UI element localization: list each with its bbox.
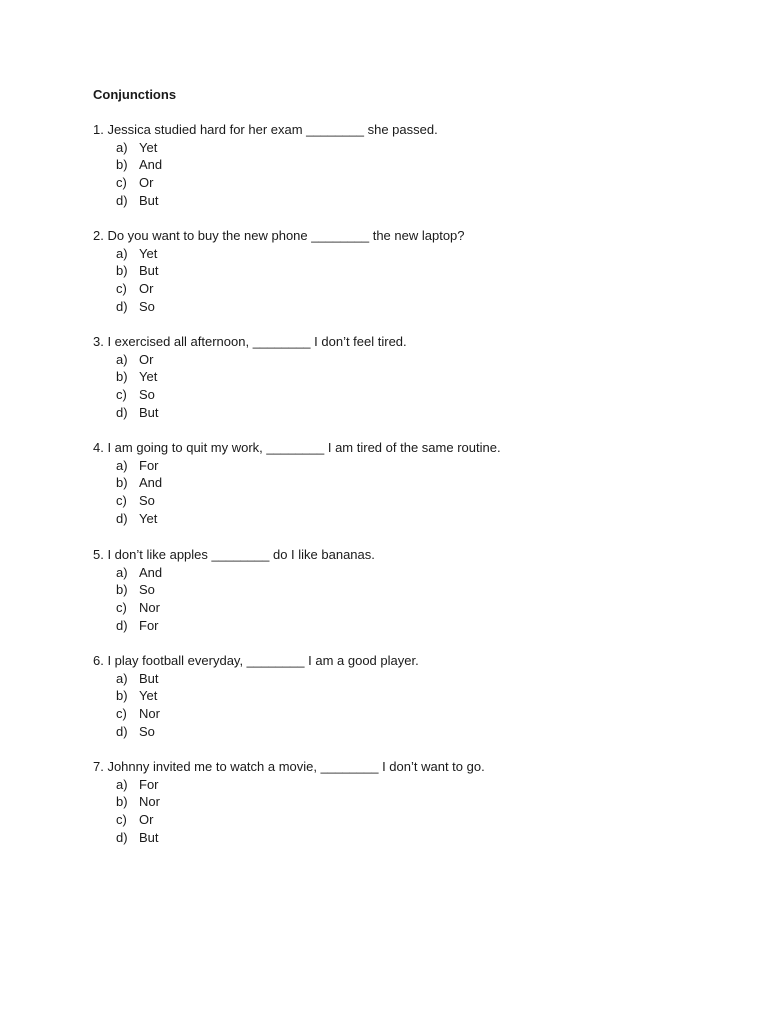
option-c[interactable]: [93, 811, 713, 829]
question-text: 4. I am going to quit my work, ________ I am tired of the same routine.: [93, 440, 501, 455]
option-text: Yet: [139, 245, 158, 261]
option-letter: c): [116, 493, 127, 509]
question-7: [93, 758, 713, 846]
option-a[interactable]: [93, 351, 713, 369]
option-b[interactable]: [93, 793, 713, 811]
option-text: Yet: [139, 369, 158, 385]
option-text: Or: [139, 175, 154, 191]
option-text: And: [139, 157, 163, 173]
option-list: [93, 564, 713, 635]
option-text: Or: [139, 351, 154, 367]
option-c[interactable]: [93, 386, 713, 404]
option-letter: b): [116, 688, 128, 704]
option-c[interactable]: [93, 280, 713, 298]
option-text: For: [139, 776, 159, 792]
option-letter: c): [116, 706, 127, 722]
option-d[interactable]: [93, 510, 713, 528]
option-letter: d): [116, 404, 128, 420]
option-list: [93, 351, 713, 422]
option-a[interactable]: [93, 457, 713, 475]
option-list: [93, 457, 713, 528]
option-text: Yet: [139, 139, 158, 155]
option-list: [93, 670, 713, 741]
option-text: But: [139, 829, 159, 845]
option-text: Nor: [139, 794, 160, 810]
question-text: 2. Do you want to buy the new phone ________ the new laptop?: [93, 228, 465, 243]
option-a[interactable]: [93, 139, 713, 157]
option-a[interactable]: [93, 245, 713, 263]
option-letter: d): [116, 617, 128, 633]
option-d[interactable]: [93, 404, 713, 422]
question-text: 5. I don’t like apples ________ do I like bananas.: [93, 547, 375, 562]
option-letter: b): [116, 582, 128, 598]
page-title: Conjunctions: [93, 87, 177, 102]
option-text: And: [139, 564, 163, 580]
option-b[interactable]: [93, 368, 713, 386]
option-d[interactable]: [93, 617, 713, 635]
option-letter: d): [116, 298, 128, 314]
option-letter: d): [116, 510, 128, 526]
option-d[interactable]: [93, 829, 713, 847]
option-text: Or: [139, 812, 154, 828]
option-text: So: [139, 582, 155, 598]
option-text: For: [139, 457, 159, 473]
option-text: Nor: [139, 706, 160, 722]
option-letter: d): [116, 723, 128, 739]
option-text: Yet: [139, 510, 158, 526]
option-b[interactable]: [93, 474, 713, 492]
option-letter: c): [116, 600, 127, 616]
option-list: [93, 245, 713, 316]
option-b[interactable]: [93, 687, 713, 705]
option-a[interactable]: [93, 670, 713, 688]
question-5: [93, 546, 713, 634]
option-text: But: [139, 192, 159, 208]
option-d[interactable]: [93, 192, 713, 210]
option-text: Yet: [139, 688, 158, 704]
question-3: [93, 333, 713, 421]
question-4: [93, 439, 713, 527]
question-text: 7. Johnny invited me to watch a movie, ________ I don’t want to go.: [93, 759, 485, 774]
option-letter: a): [116, 245, 128, 261]
question-1: [93, 121, 713, 209]
option-letter: c): [116, 812, 127, 828]
option-text: And: [139, 475, 163, 491]
question-text: 6. I play football everyday, ________ I am a good player.: [93, 653, 419, 668]
option-d[interactable]: [93, 298, 713, 316]
option-text: But: [139, 263, 159, 279]
option-letter: a): [116, 776, 128, 792]
option-letter: b): [116, 475, 128, 491]
option-letter: c): [116, 281, 127, 297]
option-text: So: [139, 387, 155, 403]
option-letter: a): [116, 351, 128, 367]
option-text: So: [139, 493, 155, 509]
option-c[interactable]: [93, 492, 713, 510]
option-letter: b): [116, 794, 128, 810]
option-letter: a): [116, 457, 128, 473]
option-text: For: [139, 617, 159, 633]
question-text: 1. Jessica studied hard for her exam ________ she passed.: [93, 122, 438, 137]
option-d[interactable]: [93, 723, 713, 741]
option-a[interactable]: [93, 776, 713, 794]
option-letter: c): [116, 387, 127, 403]
option-b[interactable]: [93, 581, 713, 599]
option-c[interactable]: [93, 599, 713, 617]
option-letter: a): [116, 564, 128, 580]
option-list: [93, 139, 713, 210]
option-letter: d): [116, 829, 128, 845]
option-b[interactable]: [93, 156, 713, 174]
option-a[interactable]: [93, 564, 713, 582]
option-list: [93, 776, 713, 847]
question-2: [93, 227, 713, 315]
option-text: So: [139, 298, 155, 314]
option-text: Nor: [139, 600, 160, 616]
option-letter: a): [116, 139, 128, 155]
option-letter: b): [116, 263, 128, 279]
option-text: Or: [139, 281, 154, 297]
option-letter: b): [116, 157, 128, 173]
option-b[interactable]: [93, 262, 713, 280]
option-c[interactable]: [93, 174, 713, 192]
option-letter: a): [116, 670, 128, 686]
option-text: But: [139, 670, 159, 686]
option-c[interactable]: [93, 705, 713, 723]
question-6: [93, 652, 713, 740]
option-text: So: [139, 723, 155, 739]
option-letter: d): [116, 192, 128, 208]
option-text: But: [139, 404, 159, 420]
question-text: 3. I exercised all afternoon, ________ I don’t feel tired.: [93, 334, 407, 349]
option-letter: c): [116, 175, 127, 191]
option-letter: b): [116, 369, 128, 385]
